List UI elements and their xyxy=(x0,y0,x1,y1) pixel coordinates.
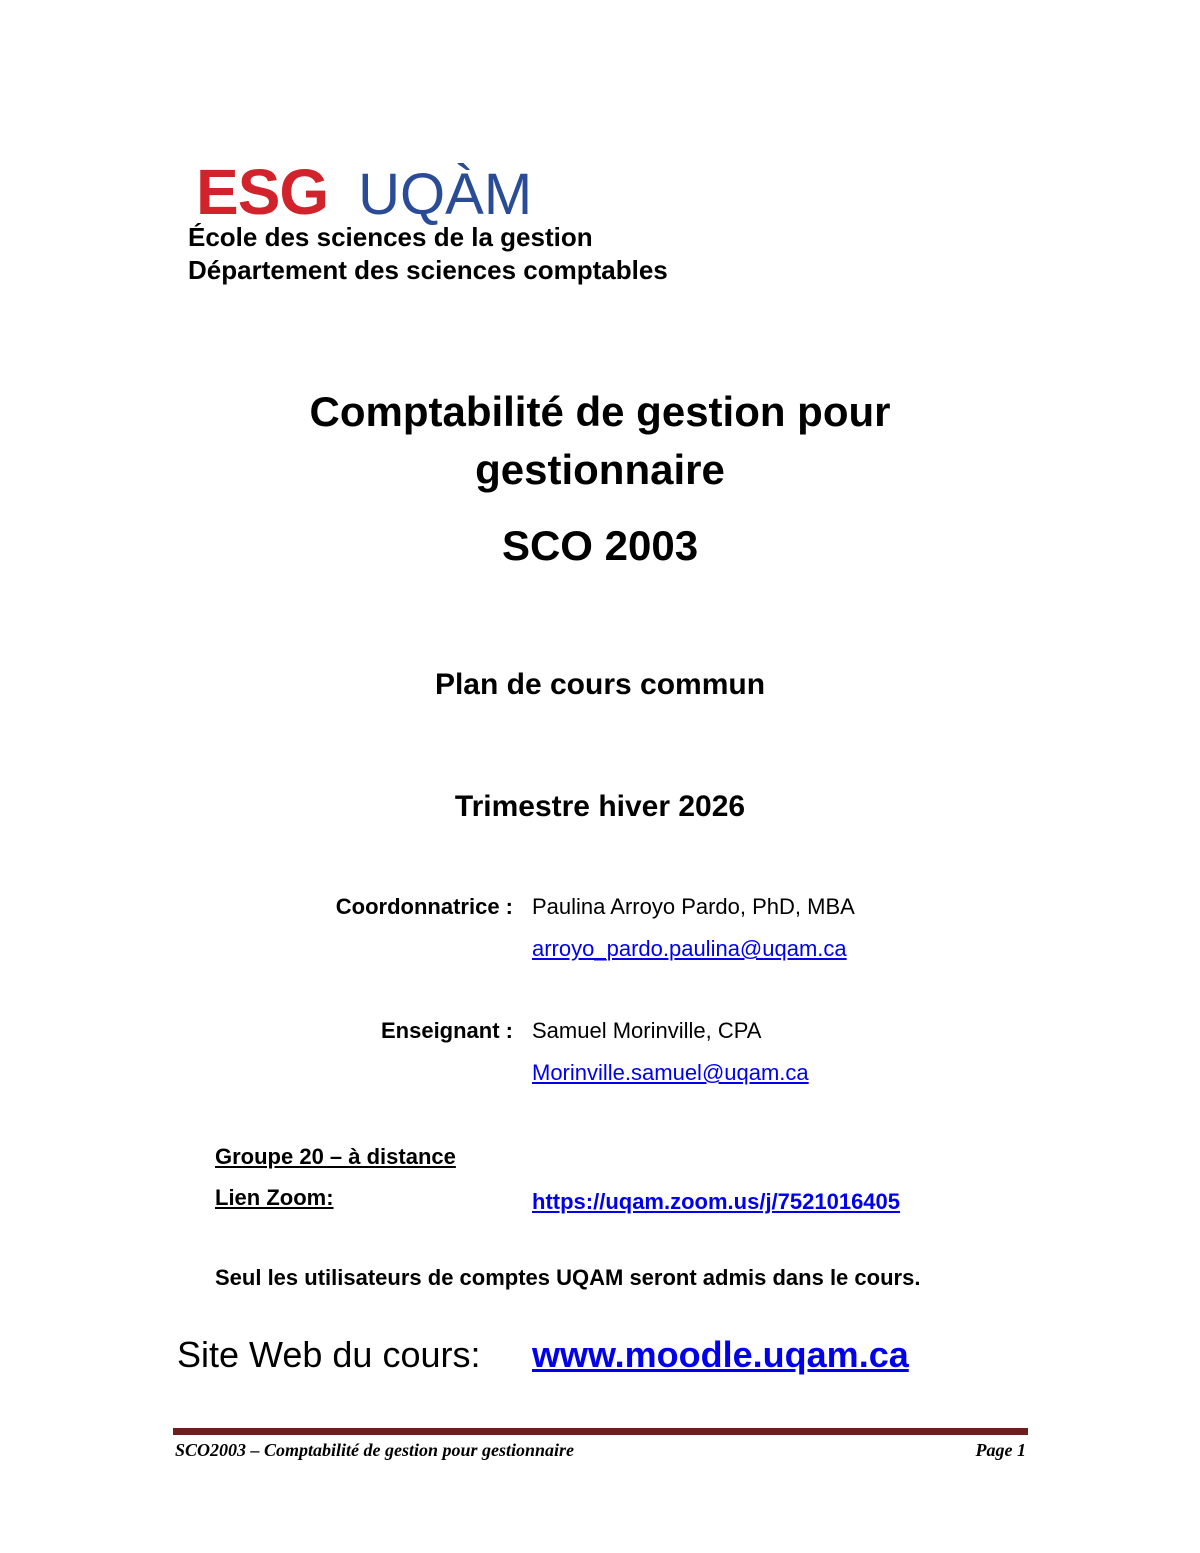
coordinator-name: Paulina Arroyo Pardo, PhD, MBA xyxy=(532,894,855,919)
website-label: Site Web du cours: xyxy=(177,1334,481,1375)
zoom-link[interactable]: https://uqam.zoom.us/j/7521016405 xyxy=(532,1189,901,1214)
zoom-label: Lien Zoom: xyxy=(215,1185,334,1210)
teacher-email-link[interactable]: Morinville.samuel@uqam.ca xyxy=(532,1060,809,1085)
term-heading: Trimestre hiver 2026 xyxy=(454,790,746,823)
course-title-line1: Comptabilité de gestion pour xyxy=(309,388,891,435)
coordinator-email-link[interactable]: arroyo_pardo.paulina@uqam.ca xyxy=(532,936,847,961)
logo-esg-text: ESG xyxy=(196,156,329,228)
footer-page-number: Page 1 xyxy=(975,1440,1026,1460)
group-label: Groupe 20 – à distance xyxy=(215,1144,456,1169)
course-title-line2: gestionnaire xyxy=(475,446,725,493)
teacher-name: Samuel Morinville, CPA xyxy=(532,1018,762,1043)
teacher-label: Enseignant : xyxy=(380,1018,513,1043)
website-link[interactable]: www.moodle.uqam.ca xyxy=(532,1334,909,1375)
coordinator-label: Coordonnatrice : xyxy=(335,894,513,919)
footer-divider xyxy=(173,1428,1028,1435)
esg-uqam-logo xyxy=(196,156,533,228)
department-name: Département des sciences comptables xyxy=(188,255,668,285)
footer-course-title: SCO2003 – Comptabilité de gestion pour gestionnaire xyxy=(175,1440,575,1460)
logo-uqam-text: UQÀM xyxy=(358,162,533,227)
school-name: École des sciences de la gestion xyxy=(188,222,593,252)
course-code: SCO 2003 xyxy=(501,522,699,569)
access-notice: Seul les utilisateurs de comptes UQAM seront admis dans le cours. xyxy=(215,1265,921,1290)
plan-heading: Plan de cours commun xyxy=(434,668,766,701)
